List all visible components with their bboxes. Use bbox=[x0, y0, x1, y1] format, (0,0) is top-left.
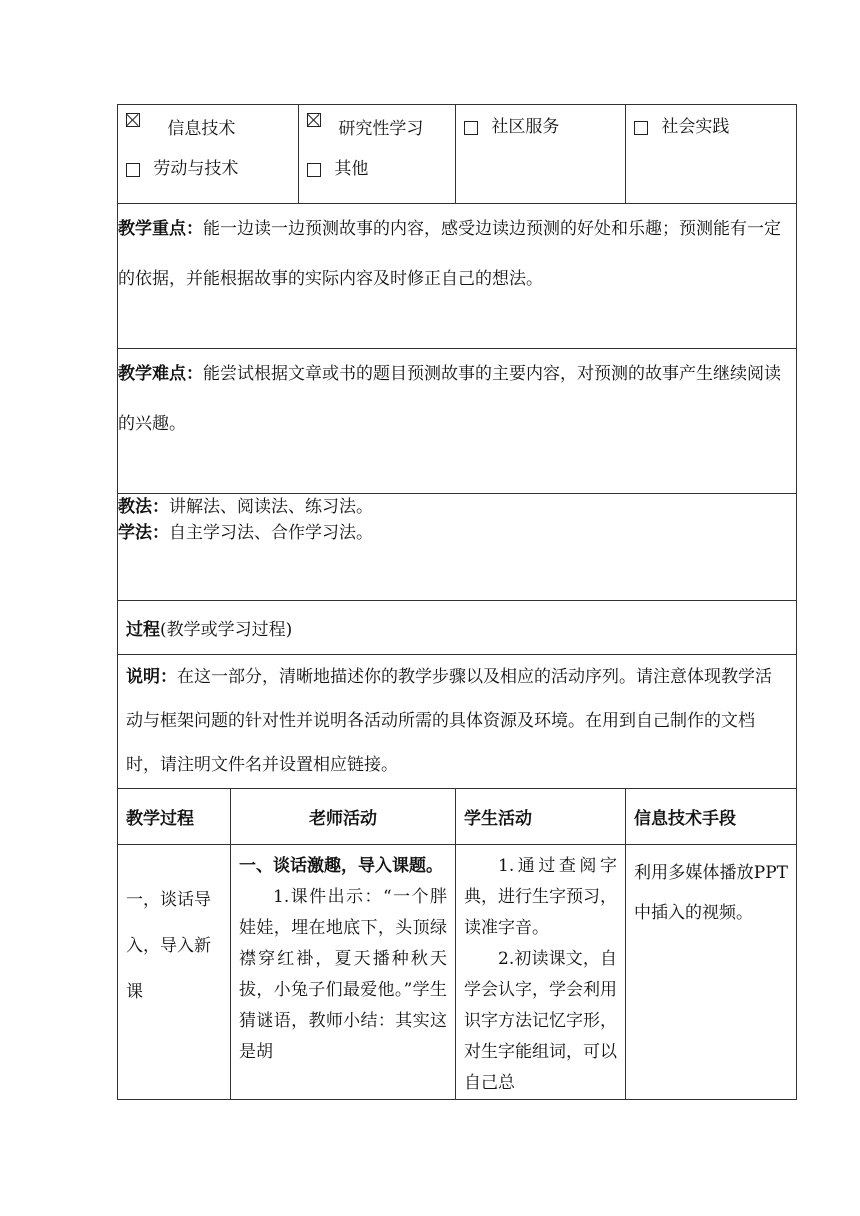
header-teacher: 老师活动 bbox=[231, 789, 456, 845]
process-row bbox=[118, 601, 797, 655]
category-research[interactable]: 研究性学习 bbox=[307, 107, 447, 131]
student-activity-cell bbox=[456, 845, 626, 1100]
difficulty-row bbox=[118, 349, 797, 494]
category-cell-2 bbox=[299, 105, 456, 204]
process-header-row bbox=[118, 789, 797, 845]
learning-method: 学法：自主学习法、合作学习法。 bbox=[118, 523, 373, 543]
category-community[interactable]: 社区服务 bbox=[464, 115, 617, 139]
category-info-tech[interactable]: 信息技术 bbox=[126, 107, 290, 131]
category-row bbox=[118, 105, 797, 204]
process-cell: 过程(教学或学习过程) bbox=[118, 601, 797, 655]
tech-cell bbox=[626, 845, 797, 1100]
category-labor-tech[interactable]: 劳动与技术 bbox=[126, 157, 290, 181]
note-row bbox=[118, 655, 797, 789]
checkbox-icon[interactable] bbox=[464, 121, 478, 135]
tech-text: 利用多媒体播放PPT中插入的视频。 bbox=[634, 863, 788, 923]
teaching-method: 教法：讲解法、阅读法、练习法。 bbox=[118, 497, 373, 517]
difficulty-cell: 教学难点：能尝试根据文章或书的题目预测故事的主要内容，对预测的故事产生继续阅读的兴趣。 bbox=[118, 349, 797, 494]
teacher-activity-cell bbox=[231, 845, 456, 1100]
methods-cell bbox=[118, 494, 797, 601]
process-step-row bbox=[118, 845, 797, 1100]
checked-checkbox-icon[interactable] bbox=[307, 113, 321, 127]
stage-cell: 一，谈话导入，导入新课 bbox=[118, 845, 231, 1100]
note-cell: 说明：在这一部分，清晰地描述你的教学步骤以及相应的活动序列。请注意体现教学活动与框架问题的针对性并说明各活动所需的具体资源及环境。在用到自己制作的文档时，请注明文件名并设置相应链接。 bbox=[118, 655, 797, 789]
teacher-activity-title: 一、谈话激趣，导入课题。 bbox=[239, 856, 443, 876]
student-activity-1: 1.通过查阅字典，进行生字预习，读准字音。 bbox=[464, 856, 617, 938]
category-other[interactable]: 其他 bbox=[307, 157, 447, 181]
category-cell-4 bbox=[626, 105, 797, 204]
student-activity-2: 2.初读课文，自学会认字，学会利用识字方法记忆字形，对生字能组词，可以自己总 bbox=[464, 949, 617, 1093]
header-stage: 教学过程 bbox=[118, 789, 231, 845]
checked-checkbox-icon[interactable] bbox=[126, 113, 140, 127]
category-practice[interactable]: 社会实践 bbox=[634, 115, 788, 139]
focus-cell: 教学重点：能一边读一边预测故事的内容，感受边读边预测的好处和乐趣；预测能有一定的依据，并能根据故事的实际内容及时修正自己的想法。 bbox=[118, 204, 797, 349]
teacher-activity-text: 1.课件出示：“一个胖娃娃，埋在地底下，头顶绿襟穿红褂，夏天播种秋天拔，小兔子们最爱他。”学生猜谜语，教师小结：其实这是胡 bbox=[239, 887, 447, 1062]
methods-row bbox=[118, 494, 797, 601]
category-cell-3 bbox=[456, 105, 626, 204]
checkbox-icon[interactable] bbox=[126, 163, 140, 177]
category-cell-1 bbox=[118, 105, 299, 204]
lesson-plan-table bbox=[117, 104, 797, 1100]
header-tech: 信息技术手段 bbox=[626, 789, 797, 845]
focus-row bbox=[118, 204, 797, 349]
checkbox-icon[interactable] bbox=[307, 163, 321, 177]
header-student: 学生活动 bbox=[456, 789, 626, 845]
checkbox-icon[interactable] bbox=[634, 121, 648, 135]
